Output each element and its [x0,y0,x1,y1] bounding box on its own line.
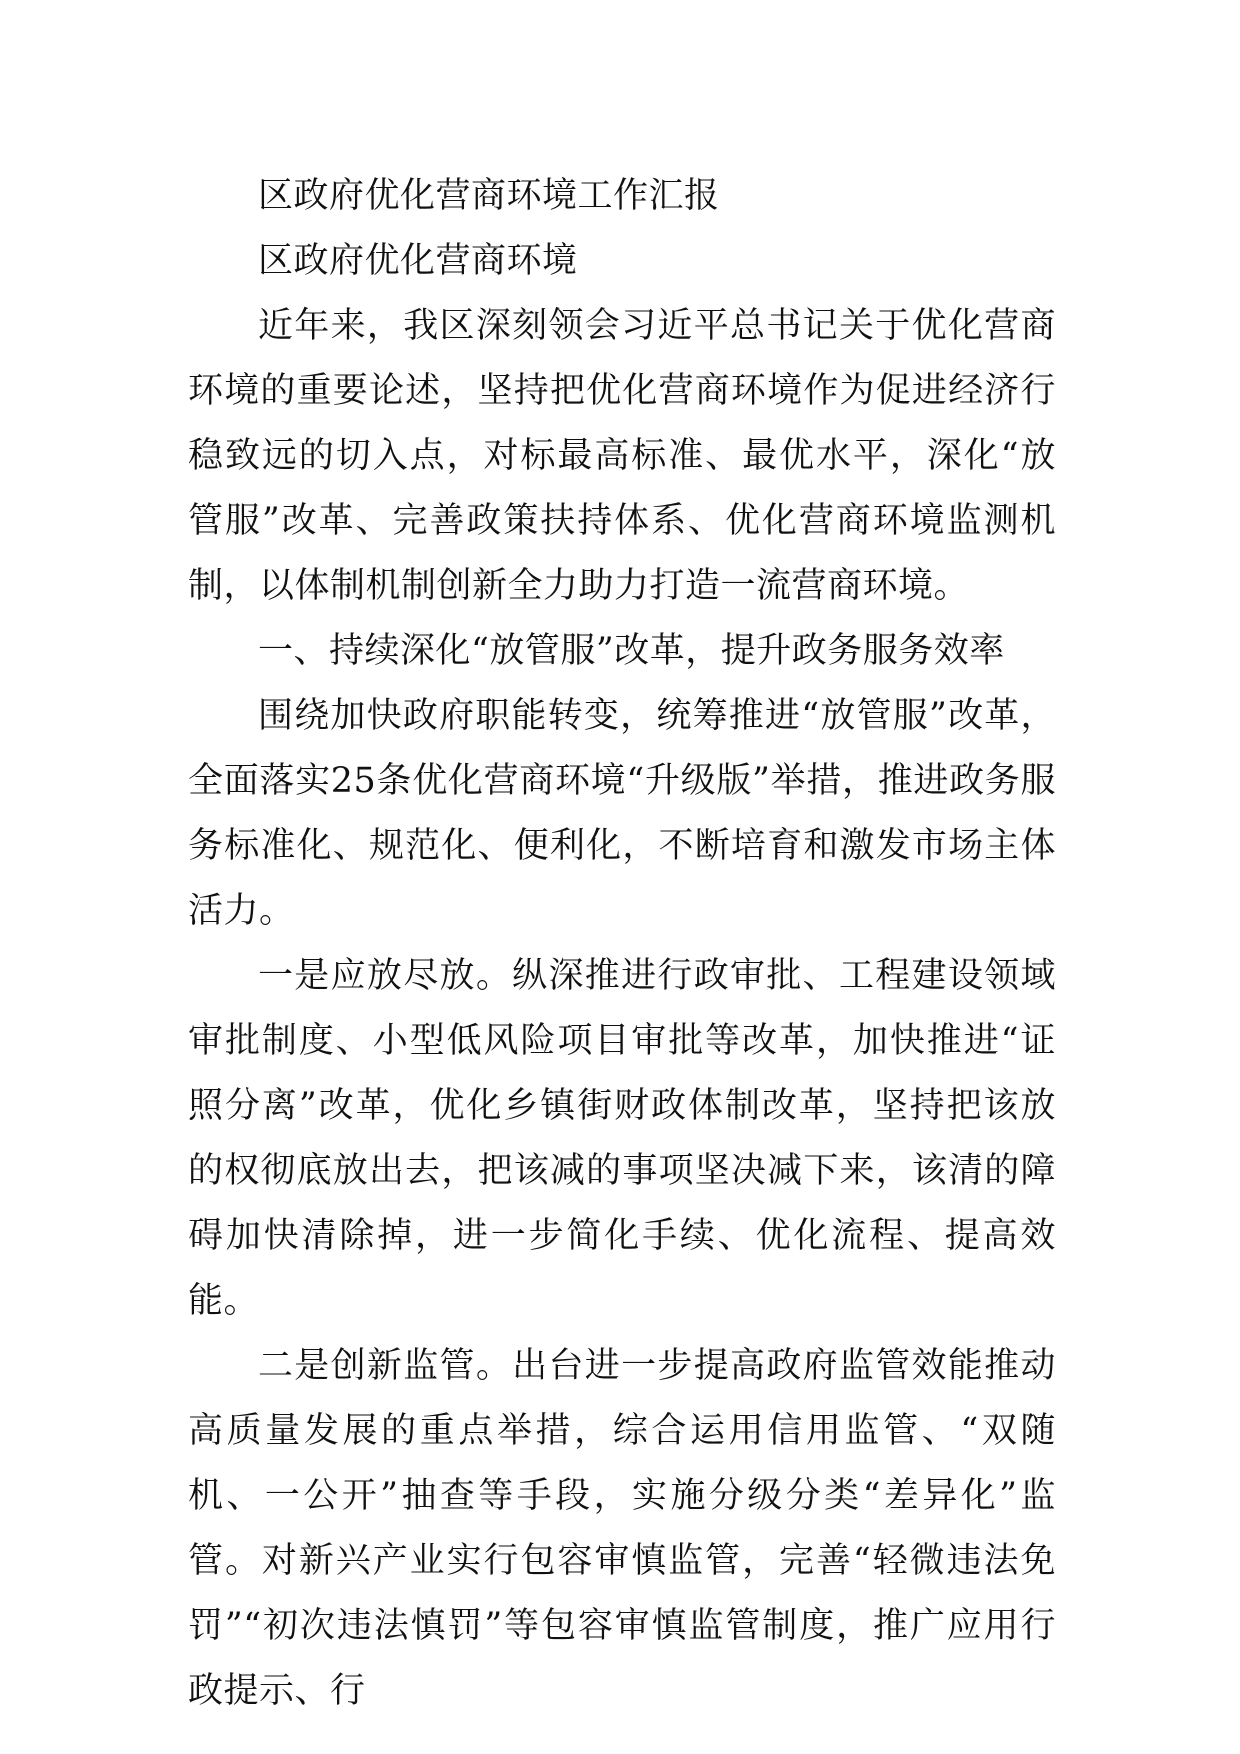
paragraph-point-1: 一是应放尽放。纵深推进行政审批、工程建设领域审批制度、小型低风险项目审批等改革，加快推进“证照分离”改革，优化乡镇街财政体制改革，坚持把该放的权彻底放出去，把该减的事项坚决减下来，该清的障碍加快清除掉，进一步简化手续、优化流程、提高效能。 [188,956,1056,1321]
section-heading-1: 一、持续深化“放管服”改革，提升政务服务效率 [258,631,1005,671]
paragraph-section-1: 围绕加快政府职能转变，统筹推进“放管服”改革，全面落实25条优化营商环境“升级版”举措，推进政务服务标准化、规范化、便利化，不断培育和激发市场主体活力。 [188,696,1056,931]
document-title: 区政府优化营商环境工作汇报 [258,176,720,216]
document-subtitle: 区政府优化营商环境 [258,241,578,281]
paragraph-intro: 近年来，我区深刻领会习近平总书记关于优化营商环境的重要论述，坚持把优化营商环境作为促进经济行稳致远的切入点，对标最高标准、最优水平，深化“放管服”改革、完善政策扶持体系、优化营商环境监测机制，以体制机制创新全力助力打造一流营商环境。 [188,306,1056,606]
document-body [188,164,1056,1724]
paragraph-point-2: 二是创新监管。出台进一步提高政府监管效能推动高质量发展的重点举措，综合运用信用监管、“双随机、一公开”抽查等手段，实施分级分类“差异化”监管。对新兴产业实行包容审慎监管，完善“轻微违法免罚”“初次违法慎罚”等包容审慎监管制度，推广应用行政提示、行 [188,1346,1056,1711]
